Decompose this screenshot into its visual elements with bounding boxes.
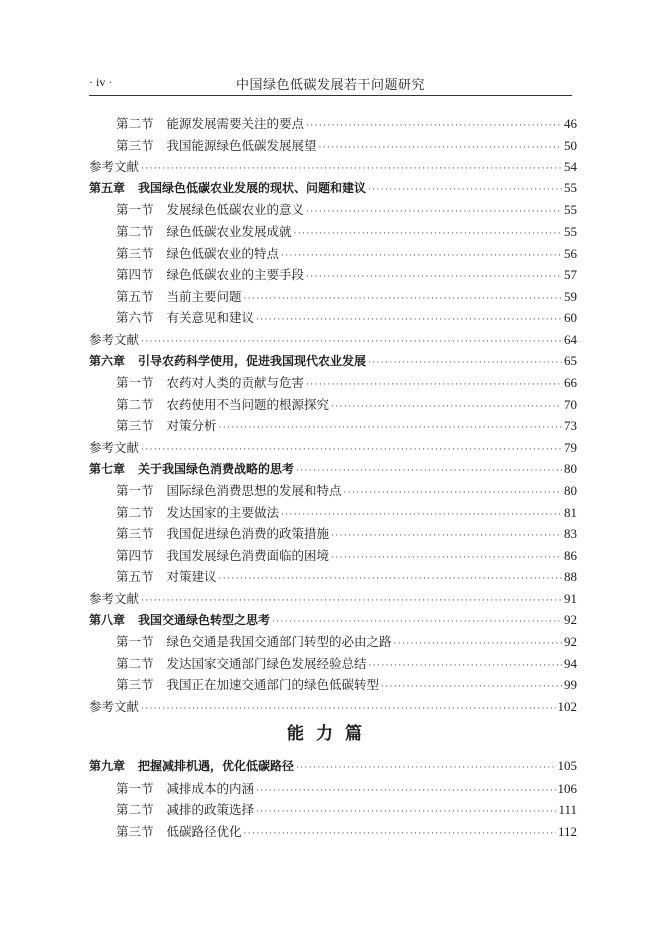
entry-page-number: 81 [564, 504, 577, 520]
toc-chapter-entry[interactable] [89, 352, 577, 374]
entry-title: 发展绿色低碳农业的意义 [166, 202, 305, 218]
entry-page-number: 55 [564, 202, 577, 218]
entry-number: 第五节 [116, 288, 154, 304]
entry-number: 第一节 [116, 202, 154, 218]
entry-number: 第五节 [116, 569, 154, 585]
table-of-contents [89, 114, 577, 719]
entry-number: 第二节 [116, 655, 154, 671]
dot-leader [296, 466, 562, 476]
entry-title: 能源发展需要关注的要点 [166, 116, 305, 131]
entry-title: 我国促进绿色消费的政策措施 [166, 526, 330, 542]
entry-page-number: 73 [564, 418, 577, 434]
entry-number: 第三节 [116, 137, 154, 153]
entry-number: 第七章 [89, 461, 126, 476]
toc-section-entry[interactable] [89, 779, 577, 801]
entry-number: 第六节 [116, 310, 154, 326]
toc-section-entry[interactable] [89, 222, 577, 244]
entry-title: 发达国家交通部门绿色发展经验总结 [166, 655, 367, 671]
toc-reference-entry[interactable] [89, 697, 577, 719]
entry-page-number: 92 [564, 634, 577, 650]
entry-title: 对策建议 [166, 569, 217, 585]
entry-title: 对策分析 [166, 418, 217, 434]
entry-number: 第四节 [116, 547, 154, 563]
entry-page-number: 105 [557, 758, 577, 773]
dot-leader [219, 423, 562, 433]
entry-title: 把握减排机遇，优化低碳路径 [138, 759, 295, 773]
table-of-contents-part [89, 757, 577, 843]
page-number: · iv · [89, 75, 113, 89]
toc-section-entry[interactable] [89, 632, 577, 654]
toc-section-entry[interactable] [89, 800, 577, 822]
entry-page-number: 66 [564, 375, 577, 391]
toc-section-entry[interactable] [89, 654, 577, 676]
entry-title: 国际绿色消费思想的发展和特点 [166, 483, 342, 499]
entry-page-number: 60 [564, 310, 577, 326]
entry-page-number: 54 [564, 159, 577, 175]
toc-section-entry[interactable] [89, 524, 577, 546]
dot-leader [244, 294, 562, 304]
entry-number: 第四节 [116, 267, 154, 283]
entry-page-number: 70 [564, 396, 577, 412]
toc-section-entry[interactable] [89, 287, 577, 309]
toc-reference-entry[interactable] [89, 330, 577, 352]
dot-leader [256, 786, 555, 796]
dot-leader [394, 639, 562, 649]
toc-reference-entry[interactable] [89, 438, 577, 460]
entry-page-number: 106 [557, 780, 577, 796]
entry-title: 减排成本的内涵 [166, 780, 255, 796]
dot-leader [306, 380, 562, 390]
entry-number: 第一节 [116, 375, 154, 391]
entry-number: 第二节 [116, 504, 154, 520]
entry-title: 有关意见和建议 [166, 310, 255, 326]
entry-page-number: 88 [564, 569, 577, 585]
dot-leader [306, 121, 562, 131]
entry-page-number: 94 [564, 655, 577, 671]
dot-leader [319, 143, 562, 153]
entry-page-number: 56 [564, 245, 577, 261]
entry-page-number: 57 [564, 267, 577, 283]
entry-title: 关于我国绿色消费战略的思考 [138, 461, 295, 476]
toc-section-entry[interactable] [89, 265, 577, 287]
entry-number: 第三节 [116, 526, 154, 542]
entry-page-number: 46 [564, 116, 577, 131]
dot-leader [244, 829, 556, 839]
entry-number: 第三节 [116, 245, 154, 261]
entry-title: 减排的政策选择 [166, 802, 255, 818]
dot-leader [344, 488, 562, 498]
entry-number: 第三节 [116, 823, 154, 839]
entry-title: 我国发展绿色消费面临的困境 [166, 547, 330, 563]
entry-number: 第一节 [116, 483, 154, 499]
toc-chapter-entry[interactable] [89, 460, 577, 482]
dot-leader [272, 617, 562, 627]
entry-title: 参考文献 [89, 591, 140, 607]
entry-title: 绿色低碳农业的特点 [166, 245, 280, 261]
toc-section-entry[interactable] [89, 200, 577, 222]
dot-leader [141, 337, 562, 347]
dot-leader [296, 763, 555, 773]
dot-leader [331, 553, 562, 563]
toc-section-entry[interactable] [89, 822, 577, 844]
entry-number: 第六章 [89, 353, 126, 368]
entry-title: 当前主要问题 [166, 288, 242, 304]
dot-leader [306, 272, 562, 282]
entry-number: 第二节 [116, 223, 154, 239]
dot-leader [331, 531, 562, 541]
entry-title: 发达国家的主要做法 [166, 504, 280, 520]
entry-page-number: 91 [564, 591, 577, 607]
entry-title: 农药对人类的贡献与危害 [166, 375, 305, 391]
entry-title: 参考文献 [89, 159, 140, 175]
entry-page-number: 55 [564, 179, 577, 195]
entry-title: 引导农药科学使用，促进我国现代农业发展 [138, 353, 367, 368]
entry-number: 第九章 [89, 759, 126, 773]
entry-page-number: 80 [564, 460, 577, 476]
entry-title: 参考文献 [89, 699, 140, 715]
toc-reference-entry[interactable] [89, 589, 577, 611]
toc-section-entry[interactable] [89, 567, 577, 589]
entry-number: 第一节 [116, 634, 154, 650]
entry-page-number: 55 [564, 223, 577, 239]
entry-number: 第八章 [89, 612, 126, 627]
dot-leader [281, 251, 562, 261]
toc-section-entry[interactable] [89, 395, 577, 417]
toc-chapter-entry[interactable] [89, 179, 577, 201]
entry-page-number: 80 [564, 483, 577, 499]
entry-page-number: 112 [557, 823, 577, 839]
entry-title: 绿色低碳农业的主要手段 [166, 267, 305, 283]
toc-section-entry[interactable] [89, 308, 577, 330]
entry-number: 第二节 [116, 396, 154, 412]
entry-title: 农药使用不当问题的根源探究 [166, 396, 330, 412]
toc-section-entry[interactable] [89, 244, 577, 266]
entry-number: 第二节 [116, 116, 154, 131]
toc-chapter-entry[interactable] [89, 611, 577, 633]
entry-page-number: 86 [564, 547, 577, 563]
toc-section-entry[interactable] [89, 546, 577, 568]
entry-number: 第二节 [116, 802, 154, 818]
entry-page-number: 92 [564, 611, 577, 627]
entry-title: 我国绿色低碳农业发展的现状、问题和建议 [138, 180, 367, 195]
dot-leader [141, 164, 562, 174]
entry-title: 我国正在加速交通部门的绿色低碳转型 [166, 677, 380, 693]
entry-page-number: 65 [564, 352, 577, 368]
toc-reference-entry[interactable] [89, 157, 577, 179]
entry-title: 参考文献 [89, 439, 140, 455]
entry-title: 低碳路径优化 [166, 823, 242, 839]
toc-section-entry[interactable] [89, 416, 577, 438]
entry-page-number: 83 [564, 526, 577, 542]
dot-leader [369, 661, 562, 671]
entry-title: 参考文献 [89, 331, 140, 347]
dot-leader [256, 807, 556, 817]
entry-number: 第三节 [116, 677, 154, 693]
entry-number: 第五章 [89, 180, 126, 195]
dot-leader [368, 185, 562, 195]
toc-section-entry[interactable] [89, 373, 577, 395]
entry-number: 第一节 [116, 780, 154, 796]
entry-page-number: 59 [564, 288, 577, 304]
dot-leader [219, 574, 562, 584]
toc-section-entry[interactable] [89, 503, 577, 525]
entry-page-number: 99 [564, 677, 577, 693]
entry-title: 绿色低碳农业发展成就 [166, 223, 292, 239]
toc-section-entry[interactable] [89, 481, 577, 503]
entry-page-number: 50 [564, 137, 577, 153]
dot-leader [141, 704, 555, 714]
toc-section-entry[interactable] [89, 114, 577, 136]
toc-chapter-entry[interactable] [89, 757, 577, 779]
running-title: 中国绿色低碳发展若干问题研究 [235, 78, 425, 93]
entry-page-number: 102 [557, 699, 577, 715]
dot-leader [256, 315, 562, 325]
entry-title: 我国能源绿色低碳发展展望 [166, 137, 317, 153]
toc-section-entry[interactable] [89, 675, 577, 697]
dot-leader [141, 596, 562, 606]
part-title: 能力篇 [287, 724, 374, 744]
dot-leader [368, 358, 562, 368]
dot-leader [281, 510, 562, 520]
entry-page-number: 79 [564, 439, 577, 455]
dot-leader [331, 402, 562, 412]
entry-title: 我国交通绿色转型之思考 [138, 612, 271, 627]
dot-leader [306, 207, 562, 217]
dot-leader [294, 229, 562, 239]
entry-number: 第三节 [116, 418, 154, 434]
entry-title: 绿色交通是我国交通部门转型的必由之路 [166, 634, 392, 650]
toc-section-entry[interactable] [89, 136, 577, 158]
entry-page-number: 111 [558, 802, 577, 818]
page-header [89, 73, 572, 96]
dot-leader [381, 682, 562, 692]
entry-page-number: 64 [564, 331, 577, 347]
dot-leader [141, 445, 562, 455]
